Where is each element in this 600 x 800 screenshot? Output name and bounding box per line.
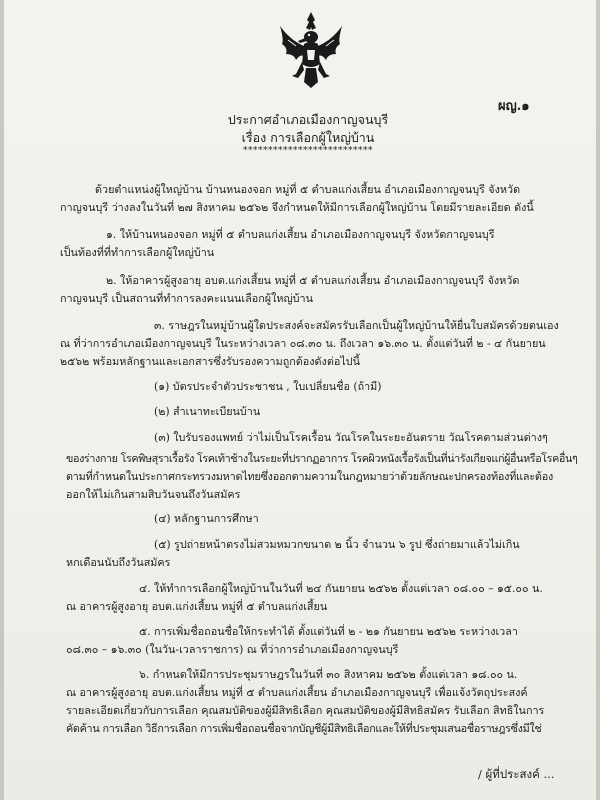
text-line: ตามที่กำหนดในประกาศกระทรวงมหาดไทยซึ่งออกตามความในกฎหมายว่าด้วยลักษณะปกครองท้องที่และต้อง xyxy=(66,470,554,483)
text-line: (๔) หลักฐานการศึกษา xyxy=(154,512,259,525)
text-line: ๓. ราษฎรในหมู่บ้านผู้ใดประสงค์จะสมัครรับเลือกเป็นผู้ใหญ่บ้านให้ยื่นใบสมัครด้วยตนเอง xyxy=(154,319,559,332)
text-line: กาญจนบุรี เป็นสถานที่ทำการลงคะแนนเลือกผู้ใหญ่บ้าน xyxy=(60,292,313,305)
text-line: รายละเอียดเกี่ยวกับการเลือก คุณสมบัติของผู้มีสิทธิเลือก คุณสมบัติของผู้มีสิทธิสมัคร รับเลือก สิทธิในการ xyxy=(66,704,545,717)
text-line: ๑. ให้บ้านหนองจอก หมู่ที่ ๕ ตำบลแก่งเสี้ยน อำเภอเมืองกาญจนบุรี จังหวัดกาญจนบุรี xyxy=(106,228,495,241)
document-number: ผญ.๑ xyxy=(498,99,530,114)
text-line: ๐๘.๓๐ – ๑๖.๓๐ (ในวัน-เวลาราชการ) ณ ที่ว่าการอำเภอเมืองกาญจนบุรี xyxy=(66,643,399,656)
announcement-title: ประกาศอำเภอเมืองกาญจนบุรี xyxy=(227,112,389,127)
text-line: ๔. ให้ทำการเลือกผู้ใหญ่บ้านในวันที่ ๒๔ กันยายน ๒๕๖๒ ตั้งแต่เวลา ๐๘.๐๐ – ๑๕.๐๐ น. xyxy=(139,582,543,595)
text-line: เป็นท้องที่ที่ทำการเลือกผู้ใหญ่บ้าน xyxy=(60,246,215,259)
text-line: ๒๕๖๒ พร้อมหลักฐานและเอกสารซึ่งรับรองความถูกต้องดังต่อไปนี้ xyxy=(60,355,360,368)
text-line: ณ อาคารผู้สูงอายุ อบต.แก่งเสี้ยน หมู่ที่ ๕ ตำบลแก่งเสี้ยน xyxy=(66,600,328,613)
text-line: ๒. ให้อาคารผู้สูงอายุ อบต.แก่งเสี้ยน หมู่ที่ ๕ ตำบลแก่งเสี้ยน อำเภอเมืองกาญจนบุรี จังหวัด xyxy=(106,274,520,287)
text-line: (๑) บัตรประจำตัวประชาชน , ใบเปลี่ยนชื่อ (ถ้ามี) xyxy=(154,380,382,393)
garuda-emblem-icon xyxy=(276,10,346,90)
continuation-note: / ผู้ที่ประสงค์ ... xyxy=(478,767,555,781)
announcement-subject: เรื่อง การเลือกผู้ใหญ่บ้าน xyxy=(241,130,375,145)
text-line: (๒) สำเนาทะเบียนบ้าน xyxy=(154,405,261,418)
text-line: ด้วยตำแหน่งผู้ใหญ่บ้าน บ้านหนองจอก หมู่ที่ ๕ ตำบลแก่งเสี้ยน อำเภอเมืองกาญจนบุรี จังหวัด xyxy=(95,183,521,196)
text-line: (๓) ใบรับรองแพทย์ ว่าไม่เป็นโรคเรื้อน วัณโรคในระยะอันตราย วัณโรคตามส่วนต่างๆ xyxy=(154,431,548,444)
text-line: ณ ที่ว่าการอำเภอเมืองกาญจนบุรี ในระหว่างเวลา ๐๘.๓๐ น. ถึงเวลา ๑๖.๓๐ น. ตั้งแต่วันที่ ๒ - ๔ กันยายน xyxy=(60,337,546,350)
text-line: ออกให้ไม่เกินสามสิบวันจนถึงวันสมัคร xyxy=(66,488,241,501)
text-line: ๖. กำหนดให้มีการประชุมราษฎรในวันที่ ๓๐ สิงหาคม ๒๕๖๒ ตั้งแต่เวลา ๑๘.๐๐ น. xyxy=(139,668,518,681)
document-page xyxy=(4,0,596,800)
text-line: ณ อาคารผู้สูงอายุ อบต.แก่งเสี้ยน หมู่ที่ ๕ ตำบลแก่งเสี้ยน อำเภอเมืองกาญจนบุรี เพื่อแจ้งวัตถุประสงค์ xyxy=(66,686,528,699)
text-line: หกเดือนนับถึงวันสมัคร xyxy=(66,556,171,569)
text-line: ของร่างกาย โรคพิษสุราเรื้อรัง โรคเท้าช้างในระยะที่ปรากฏอาการ โรคผิวหนังเรื้อรังเป็นที่น่ารังเกียจแก่ผู้อื่นหรือโรคอื่นๆ xyxy=(66,452,578,465)
text-line: ๕. การเพิ่มชื่อถอนชื่อให้กระทำได้ ตั้งแต่วันที่ ๒ - ๒๑ กันยายน ๒๕๖๒ ระหว่างเวลา xyxy=(139,625,518,638)
text-line: (๕) รูปถ่ายหน้าตรงไม่สวมหมวกขนาด ๒ นิ้ว จำนวน ๖ รูป ซึ่งถ่ายมาแล้วไม่เกิน xyxy=(154,538,520,551)
star-divider: ************************** xyxy=(243,146,373,156)
text-line: คัดค้าน การเลือก วิธีการเลือก การเพิ่มชื่อถอนชื่อจากบัญชีผู้มีสิทธิเลือกและให้ที่ประชุมเสนอชื่อราษฎรซึ่งมีใช่ xyxy=(66,722,542,735)
text-line: กาญจนบุรี ว่างลงในวันที่ ๒๗ สิงหาคม ๒๕๖๒ จึงกำหนดให้มีการเลือกผู้ใหญ่บ้าน โดยมีรายละเอียด ดังนี้ xyxy=(60,201,534,214)
